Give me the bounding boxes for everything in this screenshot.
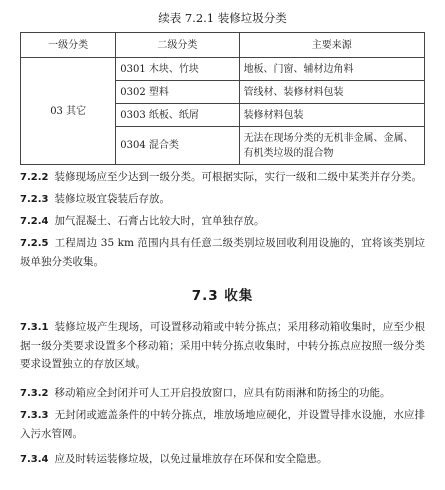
clause-number: 7.2.5 [20,238,49,249]
clause-number: 7.3.2 [20,388,49,399]
clause-7-3-2 [20,384,425,403]
clause-7-2-2 [20,168,425,187]
clause-7-2-3 [20,190,425,209]
clause-number: 7.2.3 [20,194,49,205]
clause-7-3-3 [20,406,425,443]
clause-number: 7.3.1 [20,322,49,333]
clause-text: 装修垃圾宜袋装后存放。 [54,193,170,205]
source-cell: 地板、门窗、辅材边角料 [239,58,424,81]
level1-cell: 03 其它 [21,58,116,165]
classification-table [20,32,425,165]
clause-7-2-5 [20,234,425,271]
header-source: 主要来源 [239,33,424,58]
header-level2: 二级分类 [116,33,239,58]
source-cell: 无法在现场分类的无机非金属、金属、有机类垃圾的混合物 [239,127,424,165]
source-cell: 管线材、装修材料包装 [239,81,424,104]
clause-text: 无封闭或遮盖条件的中转分拣点，堆放场地应硬化，并设置导排水设施，水应排入污水管网。 [20,409,425,440]
clause-7-3-1 [20,318,425,373]
clause-number: 7.2.4 [20,216,49,227]
level2-cell: 0301 木块、竹块 [116,58,239,81]
clause-text: 装修垃圾产生现场，可设置移动箱或中转分拣点；采用移动箱收集时，应至少根据一级分类要求设置多个移动箱；采用中转分拣点收集时，中转分拣点应按照一级分类要求设置独立的存放区域。 [20,321,425,370]
level2-cell: 0303 纸板、纸屑 [116,104,239,127]
clause-7-2-4 [20,212,425,231]
header-level1: 一级分类 [21,33,116,58]
source-cell: 装修材料包装 [239,104,424,127]
clause-7-3-4 [20,450,425,469]
clause-number: 7.3.3 [20,410,49,421]
table-caption: 续表 7.2.1 装修垃圾分类 [158,11,287,25]
table-row [21,58,425,81]
clause-text: 装修现场应至少达到一级分类。可根据实际，实行一级和二级中某类并存分类。 [54,171,422,183]
clause-text: 应及时转运装修垃圾，以免过量堆放存在环保和安全隐患。 [54,453,328,465]
level2-cell: 0304 混合类 [116,127,239,165]
table-header-row [21,33,425,58]
clause-text: 移动箱应全封闭并可人工开启投放窗口，应具有防雨淋和防扬尘的功能。 [54,387,391,399]
section-title: 7.3 收集 [191,288,254,304]
clause-text: 加气混凝土、石膏占比较大时，宜单独存放。 [54,215,265,227]
clause-number: 7.3.4 [20,454,49,465]
clause-number: 7.2.2 [20,172,49,183]
clause-text: 工程周边 35 km 范围内具有任意二级类别垃圾回收利用设施的，宜将该类别垃圾单独分类收集。 [20,237,425,268]
level2-cell: 0302 塑料 [116,81,239,104]
